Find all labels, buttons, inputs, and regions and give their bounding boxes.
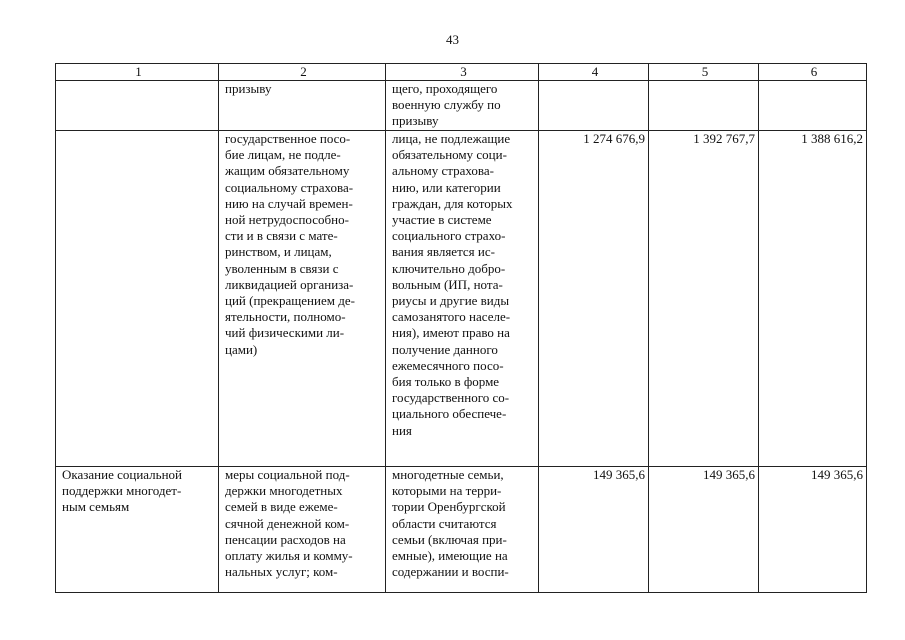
cell-text-line: ятельности, полномо- [225,309,346,325]
page-number: 43 [446,32,459,47]
cell-text-line: ринством, и лицам, [225,244,332,260]
cell-text-line: ключительно добро- [392,260,506,276]
column-header-6: 6 [759,64,867,81]
table-row [56,467,867,593]
cell-text-line: альному страхова- [392,163,494,179]
cell-text-line: получение данного [392,341,498,357]
cell-text-line: социального страхо- [392,228,506,244]
column-header-5: 5 [649,64,759,81]
table-cell-amount: 1 274 676,9 [539,131,649,467]
cell-text-line: ций (прекращением де- [225,293,355,309]
cell-text-line: области считаются [392,515,497,531]
cell-text-line: вания является ис- [392,244,495,260]
cell-text-line: нальных услуг; ком- [225,564,338,580]
cell-text-line: оплату жилья и комму- [225,548,353,564]
table-cell-amount: 1 392 767,7 [649,131,759,467]
column-header-3: 3 [386,64,539,81]
table-cell-amount: 149 365,6 [649,467,759,593]
column-header-4: 4 [539,64,649,81]
cell-text-line: ния), имеют право на [392,325,510,341]
cell-text-line: социальному страхова- [225,179,354,195]
cell-text-line: вольным (ИП, нота- [392,276,503,292]
cell-text-line: государственного со- [392,390,510,406]
cell-text-line: цами) [225,341,258,357]
cell-text-line: меры социальной под- [225,467,350,482]
table-cell-col2 [219,81,386,131]
table-cell-col2 [219,467,386,593]
table-cell-col1 [56,81,219,131]
cell-text-line: многодетные семьи, [392,467,504,482]
cell-text-line: емные), имеющие на [392,548,508,564]
table-cell-amount: 149 365,6 [539,467,649,593]
cell-text-line: Оказание социальной [62,467,183,482]
cell-text-line: уволенным в связи с [225,260,339,276]
cell-text-line: семьи (включая при- [392,531,507,547]
cell-text-line: призыву [225,81,272,96]
table-cell-col3 [386,81,539,131]
header-row [56,64,867,81]
column-header-2: 2 [219,64,386,81]
table-cell-amount [539,81,649,131]
table-cell-amount [759,81,867,131]
cell-text-line: держки многодетных [225,483,343,499]
cell-text-line: сти и в связи с мате- [225,228,338,244]
cell-text-line: содержании и воспи- [392,564,509,580]
cell-text-line: щего, проходящего [392,81,498,96]
cell-text-line: лица, не подлежащие [392,131,511,146]
table-cell-col3 [386,131,539,467]
table-cell-amount [649,81,759,131]
cell-text-line: семей в виде ежеме- [225,499,338,515]
table-cell-col3 [386,467,539,593]
table-row [56,131,867,467]
cell-text-line: тории Оренбургской [392,499,506,515]
cell-text-line: ния [392,422,412,438]
cell-text-line: ежемесячного посо- [392,357,504,373]
cell-text-line: ликвидацией организа- [225,276,354,292]
table-row [56,81,867,131]
cell-text-line: жащим обязательному [225,163,350,179]
cell-text-line: ным семьям [62,499,130,515]
cell-text-line: риусы и другие виды [392,293,510,309]
cell-text-line: циального обеспече- [392,406,507,422]
cell-text-line: ной нетрудоспособно- [225,212,349,228]
cell-text-line: граждан, для которых [392,195,513,211]
table-cell-col1 [56,131,219,467]
cell-text-line: сячной денежной ком- [225,515,350,531]
cell-text-line: пенсации расходов на [225,531,346,547]
cell-text-line: чий физическими ли- [225,325,345,341]
cell-text-line: самозанятого населе- [392,309,511,325]
cell-text-line: военную службу по [392,97,501,113]
cell-text-line: которыми на терри- [392,483,502,499]
table-cell-col2 [219,131,386,467]
cell-text-line: государственное посо- [225,131,351,146]
table-cell-amount: 1 388 616,2 [759,131,867,467]
cell-text-line: участие в системе [392,212,492,228]
cell-text-line: обязательному соци- [392,147,507,163]
cell-text-line: поддержки многодет- [62,483,182,499]
column-header-1: 1 [56,64,219,81]
cell-text-line: призыву [392,113,439,129]
cell-text-line: нию, или категории [392,179,501,195]
cell-text-line: бия только в форме [392,374,500,390]
budget-table [55,63,867,593]
table-cell-amount: 149 365,6 [759,467,867,593]
cell-text-line: нию на случай времен- [225,195,353,211]
cell-text-line: бие лицам, не подле- [225,147,341,163]
table-cell-col1 [56,467,219,593]
